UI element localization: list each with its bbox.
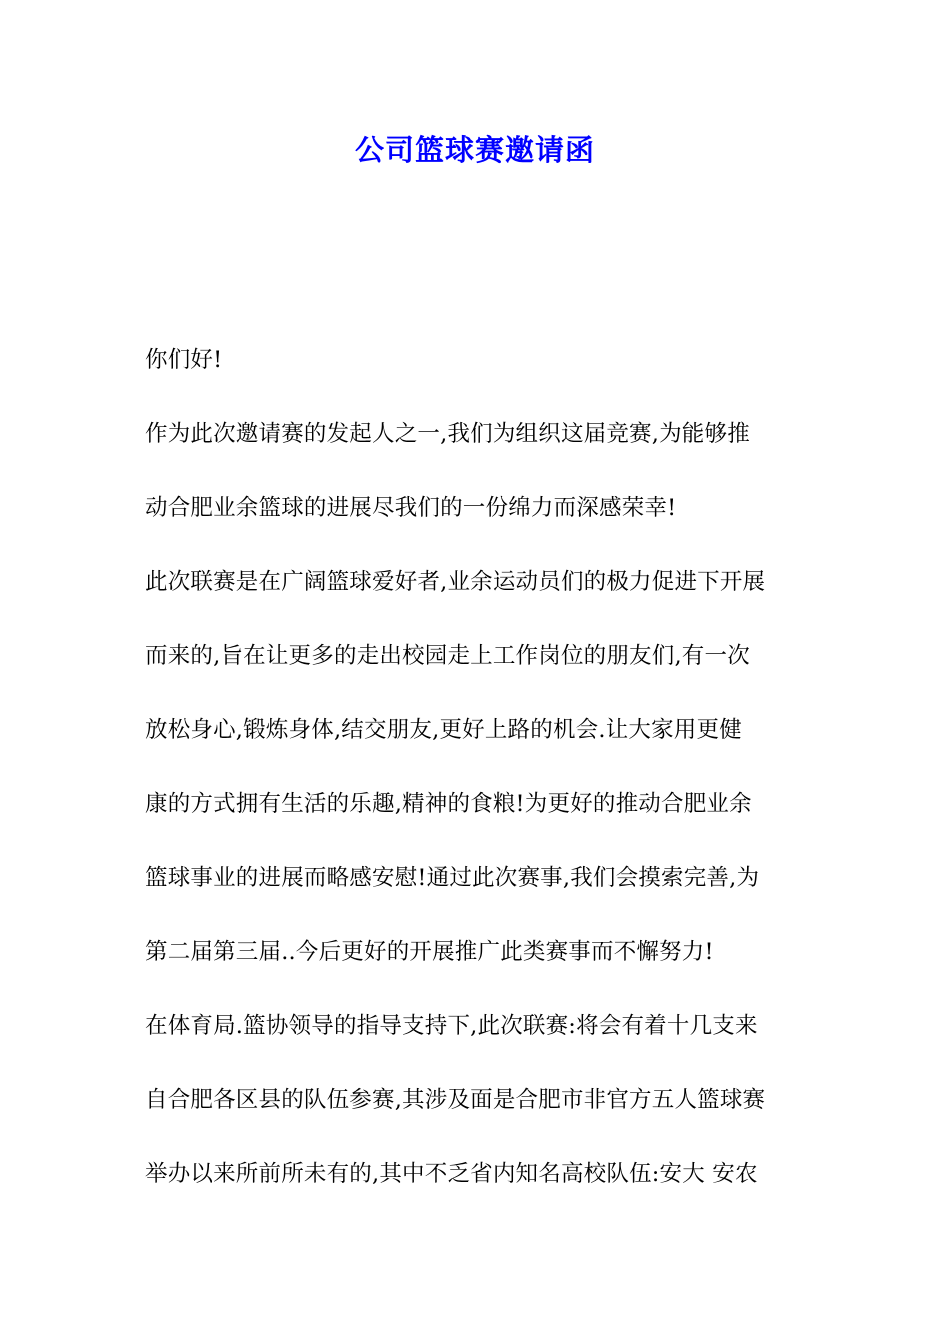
document-body [145, 338, 815, 1226]
body-line: 动合肥业余篮球的进展尽我们的一份绵力而深感荣幸! [145, 495, 677, 521]
body-line: 作为此次邀请赛的发起人之一,我们为组织这届竞赛,为能够推 [145, 421, 750, 447]
document-title: 公司篮球赛邀请函 [354, 133, 595, 167]
body-line: 放松身心,锻炼身体,结交朋友,更好上路的机会.让大家用更健 [145, 717, 742, 743]
body-line: 在体育局.篮协领导的指导支持下,此次联赛:将会有着十几支来 [145, 1013, 758, 1039]
body-line: 此次联赛是在广阔篮球爱好者,业余运动员们的极力促进下开展 [145, 569, 766, 595]
body-line: 篮球事业的进展而略感安慰!通过此次赛事,我们会摸索完善,为 [145, 865, 760, 891]
body-line: 而来的,旨在让更多的走出校园走上工作岗位的朋友们,有一次 [145, 643, 750, 669]
body-line: 第二届第三届..今后更好的开展推广此类赛事而不懈努力! [145, 939, 714, 965]
body-line: 康的方式拥有生活的乐趣,精神的食粮!为更好的推动合肥业余 [145, 791, 752, 817]
greeting-line: 你们好! [145, 347, 223, 373]
body-line: 自合肥各区县的队伍参赛,其涉及面是合肥市非官方五人篮球赛 [145, 1087, 766, 1113]
body-line: 举办以来所前所未有的,其中不乏省内知名高校队伍:安大 安农 [145, 1161, 758, 1187]
